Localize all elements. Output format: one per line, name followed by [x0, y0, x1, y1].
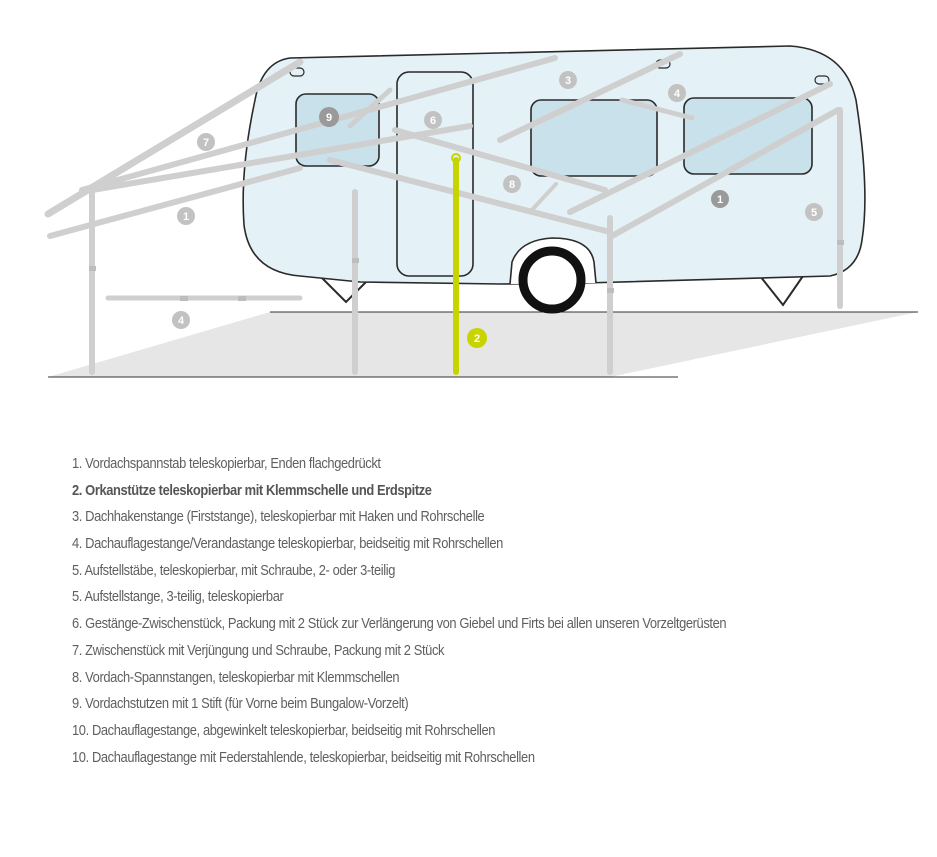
svg-text:7: 7	[202, 137, 210, 149]
badge-9	[319, 107, 339, 127]
parts-legend	[72, 451, 833, 771]
legend-item-10b: 10. Dachauflagestange mit Federstahlende, teleskopierbar, beidseitig mit Rohrschellen	[72, 748, 535, 766]
legend-item-3: 3. Dachhakenstange (Firststange), teleskopierbar mit Haken und Rohrschelle	[72, 508, 485, 526]
legend-item-6: 6. Gestänge-Zwischenstück, Packung mit 2 Stück zur Verlängerung von Giebel und Firts bei allen unseren Vorzeltgerüsten	[72, 615, 727, 633]
legend-item-2: 2. Orkanstütze teleskopierbar mit Klemmschelle und Erdspitze	[72, 481, 432, 499]
legend-item-1: 1. Vordachspannstab teleskopierbar, Enden flachgedrückt	[72, 455, 381, 472]
badge-3	[559, 71, 577, 89]
svg-text:5: 5	[810, 207, 818, 219]
svg-text:4: 4	[177, 315, 185, 327]
legend-item-7: 7. Zwischenstück mit Verjüngung und Schraube, Packung mit 2 Stück	[72, 641, 445, 659]
wheel	[523, 251, 581, 309]
svg-text:9: 9	[325, 112, 333, 124]
legend-item-9: 9. Vordachstutzen mit 1 Stift (für Vorne beim Bungalow-Vorzelt)	[72, 695, 409, 713]
badge-1-right	[711, 190, 729, 208]
svg-text:2: 2	[473, 333, 481, 345]
legend-item-8: 8. Vordach-Spannstangen, teleskopierbar mit Klemmschellen	[72, 668, 400, 686]
svg-text:3: 3	[564, 75, 572, 87]
badge-4-top	[668, 84, 686, 102]
svg-text:8: 8	[508, 179, 516, 191]
awning-frame-diagram	[0, 0, 937, 400]
legend-item-5b: 5. Aufstellstange, 3-teilig, teleskopierbar	[72, 588, 284, 606]
legend-item-10a: 10. Dachauflagestange, abgewinkelt teleskopierbar, beidseitig mit Rohrschellen	[72, 721, 496, 739]
caravan-window-middle	[531, 100, 657, 176]
badge-5	[805, 203, 823, 221]
svg-text:4: 4	[673, 88, 681, 100]
badge-2	[467, 328, 487, 348]
badge-4-bottom	[172, 311, 190, 329]
legend-item-4: 4. Dachauflagestange/Verandastange teleskopierbar, beidseitig mit Rohrschellen	[72, 535, 503, 553]
svg-text:1: 1	[716, 194, 724, 206]
badge-8	[503, 175, 521, 193]
badge-7	[197, 133, 215, 151]
badge-1-left	[177, 207, 195, 225]
legend-item-5a: 5. Aufstellstäbe, teleskopierbar, mit Schraube, 2- oder 3-teilig	[72, 561, 396, 579]
svg-text:6: 6	[429, 115, 437, 127]
badge-6	[424, 111, 442, 129]
svg-text:1: 1	[182, 211, 190, 223]
